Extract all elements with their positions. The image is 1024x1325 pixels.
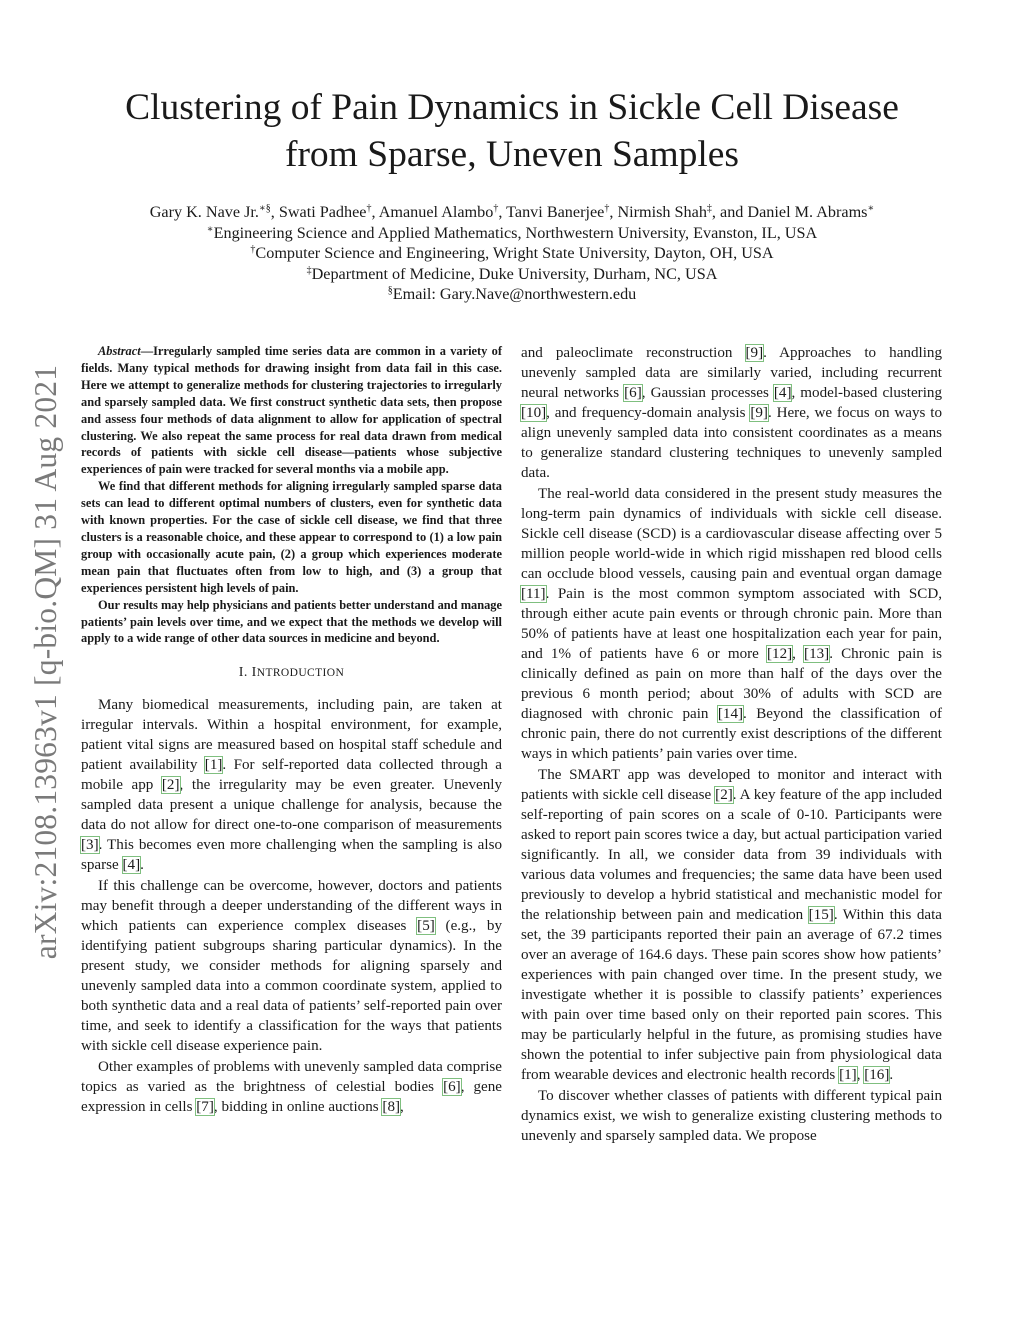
citation-link[interactable]: [11]: [521, 586, 546, 602]
paragraph-text: If this challenge can be overcome, however, doctors and patients may benefit through a deeper understanding of the different ways in which patients can experience complex diseases: [81, 878, 502, 935]
paragraph-text: The SMART app was developed to monitor and interact with patients with sickle cell disease: [521, 767, 942, 803]
paragraph-text: , the irregularity may be even greater. Unevenly sampled data present a unique challenge for analysis, because the data do not allow for direct one-to-one comparison of measurements: [81, 777, 502, 834]
paragraph-text: Other examples of problems with unevenly sampled data comprise topics as varied as the brightness of celestial bodies: [81, 1059, 502, 1096]
paragraph-text: . This becomes even more challenging when the sampling is also sparse: [81, 837, 502, 874]
citation-link[interactable]: [1]: [839, 1067, 857, 1083]
body-paragraph: [521, 765, 942, 1085]
email-text: Email: Gary.Nave@northwestern.edu: [392, 285, 637, 303]
affiliation-mark: §: [387, 285, 393, 296]
arxiv-identifier: arXiv:2108.13963v1 [q-bio.QM] 31 Aug 2021: [28, 364, 63, 960]
paragraph-text: , gene expression in cells: [81, 1079, 502, 1116]
affiliation-mark: ∗§: [258, 203, 271, 214]
author-name: , Amanuel Alambo: [371, 203, 494, 221]
paper-title: [60, 84, 964, 178]
paragraph-text: ,: [856, 1067, 865, 1083]
paragraph-text: , bidding in online auctions: [213, 1099, 383, 1116]
paragraph-text: Many biomedical measurements, including pain, are taken at irregular intervals. Within a hospital environment, for example, patient vital signs are measured based on hospital staff schedule and patient availability: [81, 697, 502, 774]
citation-link[interactable]: [14]: [717, 706, 744, 722]
body-paragraph: [81, 1057, 502, 1117]
author-name: , Nirmish Shah: [609, 203, 707, 221]
citation-link[interactable]: [12]: [767, 646, 793, 662]
body-paragraph: To discover whether classes of patients with different typical pain dynamics exist, we wish to generalize existing clustering methods to unevenly and sparsely sampled data. We propose: [521, 1088, 942, 1144]
paragraph-text: . A key feature of the app included self-reporting of pain scores on a scale of 0-10. Participants were asked to report pain scores twice a day, but actual participation varied significantly. In all, we consider data from 39 individuals with various data volumes and frequencies; the same data have been used previously to develop a hybrid statistical and mechanistic model for the relationship between pain and medication: [521, 787, 942, 923]
affiliation-mark: †: [604, 203, 610, 214]
author-name: , and Daniel M. Abrams: [711, 203, 868, 221]
section-number: I.: [238, 665, 252, 681]
citation-link[interactable]: [8]: [382, 1099, 401, 1116]
citation-link[interactable]: [2]: [161, 777, 180, 794]
paragraph-text: , Gaussian processes: [641, 385, 774, 401]
left-column: [81, 343, 502, 1117]
affiliation-mark: †: [366, 203, 372, 214]
paragraph-text: , model-based clustering: [791, 385, 942, 401]
paragraph-text: . Beyond the classification of chronic pain, there do not currently exist descriptions of the different ways in which patients’ pain varies over time.: [521, 706, 942, 762]
body-paragraph: [81, 695, 502, 875]
email-line: [40, 284, 984, 305]
right-column: [521, 343, 942, 1146]
section-title: NTRODUCTION: [256, 667, 345, 680]
abstract: [81, 343, 502, 647]
paragraph-text: The real-world data considered in the present study measures the long-term pain dynamics of individuals with sickle cell disease. Sickle cell disease (SCD) is a cardiovascular disease affecting over 5 million people world-wide in which rigid misshapen red blood cells can occlude blood vessels, causing pain and eventual organ damage: [521, 486, 942, 582]
affiliation-line: [40, 264, 984, 285]
affiliation-mark: †: [493, 203, 499, 214]
paragraph-text: (e.g., by identifying patient subgroups sharing particular dynamics). In the present study, we consider methods for aligning sparsely and unevenly sampled data into a common coordinate system, applied to both synthetic data and a real data of patients’ self-reported pain over time, and seek to identify a classification for the ways that patients with sickle cell disease experience pain.: [81, 918, 502, 1055]
title-line-1: Clustering of Pain Dynamics in Sickle Cell Disease: [125, 87, 899, 128]
title-line-2: from Sparse, Uneven Samples: [284, 134, 740, 175]
citation-link[interactable]: [6]: [443, 1079, 461, 1096]
paragraph-text: . For self-reported data collected through a mobile app: [81, 757, 502, 794]
paragraph-text: . Within this data set, the 39 participants reported their pain an average of 67.2 times over an average of 164.6 days. These pain scores show how patients’ experiences with pain changed over time. In the present study, we investigate whether it is possible to classify patients’ experiences with pain over time based only on their reported pain scores. This may be particularly helpful in the future, as promising studies have shown the potential to infer subjective pain from physiological data from wearable devices and electronic health records: [521, 907, 942, 1083]
citation-link[interactable]: [13]: [804, 646, 830, 662]
body-paragraph: [81, 876, 502, 1056]
citation-link[interactable]: [4]: [773, 385, 792, 401]
paragraph-text: , and frequency-domain analysis: [546, 405, 751, 421]
citation-link[interactable]: [7]: [196, 1099, 214, 1116]
citation-link[interactable]: [16]: [864, 1067, 890, 1083]
section-initial: I: [251, 665, 257, 681]
affiliation-mark: ∗: [206, 223, 214, 235]
author-block: [40, 202, 984, 305]
paragraph-text: ,: [400, 1099, 404, 1116]
affiliation-mark: †: [250, 244, 256, 255]
author-name: , Tanvi Banerjee: [498, 203, 605, 221]
affiliation-text: Computer Science and Engineering, Wright State University, Dayton, OH, USA: [255, 244, 774, 262]
affiliation-line: [40, 223, 984, 244]
affiliation-mark: ‡: [306, 264, 312, 276]
citation-link[interactable]: [9]: [745, 345, 764, 361]
paragraph-text: ,: [792, 646, 805, 662]
paragraph-text: and paleoclimate reconstruction: [521, 345, 746, 361]
citation-link[interactable]: [2]: [715, 787, 733, 803]
paragraph-text: . Approaches to handling unevenly sampled data are similarly varied, including recurrent neural networks: [521, 345, 942, 401]
citation-link[interactable]: [9]: [750, 405, 768, 421]
body-paragraph: [521, 343, 942, 483]
affiliation-text: Department of Medicine, Duke University, Durham, NC, USA: [311, 264, 718, 283]
citation-link[interactable]: [15]: [808, 907, 834, 923]
citation-link[interactable]: [3]: [81, 837, 99, 854]
abstract-label: Abstract: [98, 344, 141, 358]
citation-link[interactable]: [4]: [122, 857, 141, 874]
abstract-paragraph: We find that different methods for aligning irregularly sampled sparse data sets can lead to different optimal numbers of clusters, even for synthetic data with known properties. For the case of sickle cell disease, we find that three clusters is a reasonable choice, and these appear to correspond to (1) a low pain group with occasionally acute pain, (2) a group which experiences moderate mean pain that fluctuates often from low to high, and (3) a group that experiences persistent high levels of pain.: [81, 479, 502, 595]
paragraph-text: .: [889, 1067, 894, 1083]
affiliation-line: [40, 243, 984, 264]
body-paragraph: [521, 484, 942, 764]
affiliation-mark: ∗: [867, 203, 875, 214]
affiliation-text: Engineering Science and Applied Mathematics, Northwestern University, Evanston, IL, USA: [213, 223, 818, 242]
citation-link[interactable]: [6]: [624, 385, 642, 401]
citation-link[interactable]: [5]: [417, 918, 435, 935]
paragraph-text: .: [140, 857, 144, 874]
author-name: Gary K. Nave Jr.: [149, 203, 259, 221]
affiliation-mark: ‡: [706, 203, 712, 214]
section-heading: [81, 665, 502, 681]
paragraph-text: . Chronic pain is clinically defined as pain on more than half of the days over the previous 6 month period; about 30% of adults with SCD are diagnosed with chronic pain: [521, 646, 943, 722]
paragraph-text: . Pain is the most common symptom associated with SCD, through either acute pain events or through chronic pain. More than 50% of patients have at least one hospitalization each year for pain, and 1% of patients have 6 or more: [521, 586, 942, 662]
author-name: , Swati Padhee: [270, 203, 367, 221]
author-list: [40, 202, 984, 223]
abstract-paragraph: Our results may help physicians and patients better understand and manage patients’ pain levels over time, and we expect that the methods we develop will apply to a wide range of other data sources in medicine and beyond.: [81, 597, 502, 646]
citation-link[interactable]: [10]: [521, 405, 547, 421]
citation-link[interactable]: [1]: [204, 757, 223, 774]
paragraph-text: . Here, we focus on ways to align unevenly sampled data into consistent coordinates as a means to generalize standard clustering techniques to unevenly sampled data.: [521, 405, 942, 481]
abstract-text: —Irregularly sampled time series data are common in a variety of fields. Many typical methods for drawing insight from data fail in this case. Here we attempt to generalize methods for clustering trajectories to irregularly and sparsely sampled data. We first construct synthetic data sets, then propose and assess four methods of data alignment to allow for application of spectral clustering. We also repeat the same process for real data drawn from medical records of patients with sickle cell disease—patients whose subjective experiences of pain were tracked for several months via a mobile app.: [81, 344, 502, 477]
abstract-paragraph: [81, 343, 502, 478]
